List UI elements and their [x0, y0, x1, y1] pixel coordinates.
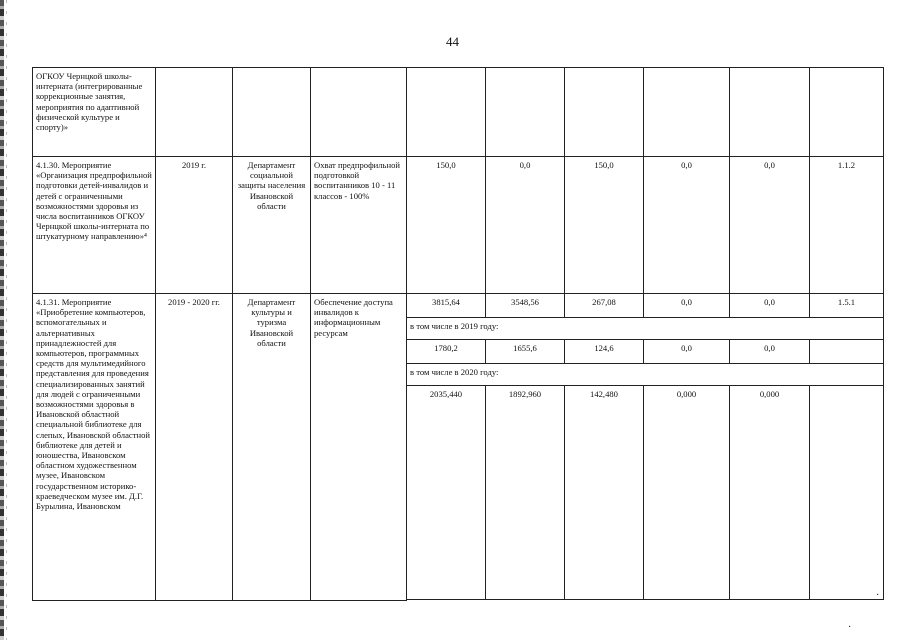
municipal-2020-cell: 0,000	[644, 386, 730, 600]
period-cell: 2019 - 2020 гг.	[156, 294, 233, 601]
municipal-cell: 0,0	[644, 294, 730, 318]
note-2020: в том числе в 2020 году:	[407, 364, 884, 386]
code-cell: 1.1.2	[810, 157, 884, 294]
period-cell: 2019 г.	[156, 157, 233, 294]
federal-2019-cell: 1655,6	[486, 340, 565, 364]
federal-cell: 3548,56	[486, 294, 565, 318]
empty-cell	[156, 68, 233, 157]
regional-2020-cell: 142,480	[565, 386, 644, 600]
measure-name: ОГКОУ Чернцкой школы-интерната (интегрированные коррекционные занятия, мероприятия по адаптивной физической культуре и спорту)»	[33, 68, 156, 157]
executor-cell: Департамент социальной защиты населения Ивановской области	[233, 157, 311, 294]
empty-cell	[486, 68, 565, 157]
note-2019: в том числе в 2019 году:	[407, 318, 884, 340]
empty-cell	[311, 68, 407, 157]
other-2019-cell: 0,0	[730, 340, 810, 364]
spacer-cell	[407, 600, 884, 601]
indicator-cell: Охват предпрофильной подготовкой воспитанников 10 - 11 классов - 100%	[311, 157, 407, 294]
table-row	[33, 294, 884, 318]
empty-cell	[810, 68, 884, 157]
code-cell: 1.5.1	[810, 294, 884, 318]
other-2020-cell: 0,000	[730, 386, 810, 600]
empty-cell	[644, 68, 730, 157]
empty-cell	[810, 340, 884, 364]
measure-name: 4.1.31. Мероприятие «Приобретение компьютеров, вспомогательных и альтернативных принадлежностей для компьютеров, программных средств для мультимедийного представления для проведения специализированных занятий для людей с ограниченными возможностями здоровья в Ивановской областной специальной библиотеке для слепых, Ивановской областной библиотеке для детей и юношества, Ивановском областном художественном музее, Ивановском государственном историко-краеведческом музее им. Д.Г. Бурылина, Ивановском	[33, 294, 156, 601]
scan-speck: ·	[848, 622, 852, 633]
total-cell: 150,0	[407, 157, 486, 294]
executor-cell: Департамент культуры и туризма Ивановской области	[233, 294, 311, 601]
regional-2019-cell: 124,6	[565, 340, 644, 364]
page-number: 44	[446, 34, 459, 49]
measures-table	[32, 67, 884, 601]
regional-cell: 150,0	[565, 157, 644, 294]
federal-2020-cell: 1892,960	[486, 386, 565, 600]
empty-cell	[730, 68, 810, 157]
total-2020-cell: 2035,440	[407, 386, 486, 600]
empty-cell	[565, 68, 644, 157]
regional-cell: 267,08	[565, 294, 644, 318]
other-cell: 0,0	[730, 294, 810, 318]
total-2019-cell: 1780,2	[407, 340, 486, 364]
empty-cell	[233, 68, 311, 157]
scan-edge-artifact	[0, 0, 4, 640]
table-row	[33, 157, 884, 294]
empty-cell	[810, 386, 884, 600]
scan-speck: ·	[876, 590, 880, 601]
empty-cell	[407, 68, 486, 157]
other-cell: 0,0	[730, 157, 810, 294]
federal-cell: 0,0	[486, 157, 565, 294]
indicator-cell: Обеспечение доступа инвалидов к информационным ресурсам	[311, 294, 407, 601]
measure-name: 4.1.30. Мероприятие «Организация предпрофильной подготовки детей-инвалидов и детей с ограниченными возможностями здоровья из числа воспитанников ОГКОУ Чернцкой школы-интерната по штукатурному направлению»⁴	[33, 157, 156, 294]
scan-edge-artifact-2	[6, 0, 7, 640]
municipal-cell: 0,0	[644, 157, 730, 294]
municipal-2019-cell: 0,0	[644, 340, 730, 364]
total-cell: 3815,64	[407, 294, 486, 318]
table-row	[33, 68, 884, 157]
